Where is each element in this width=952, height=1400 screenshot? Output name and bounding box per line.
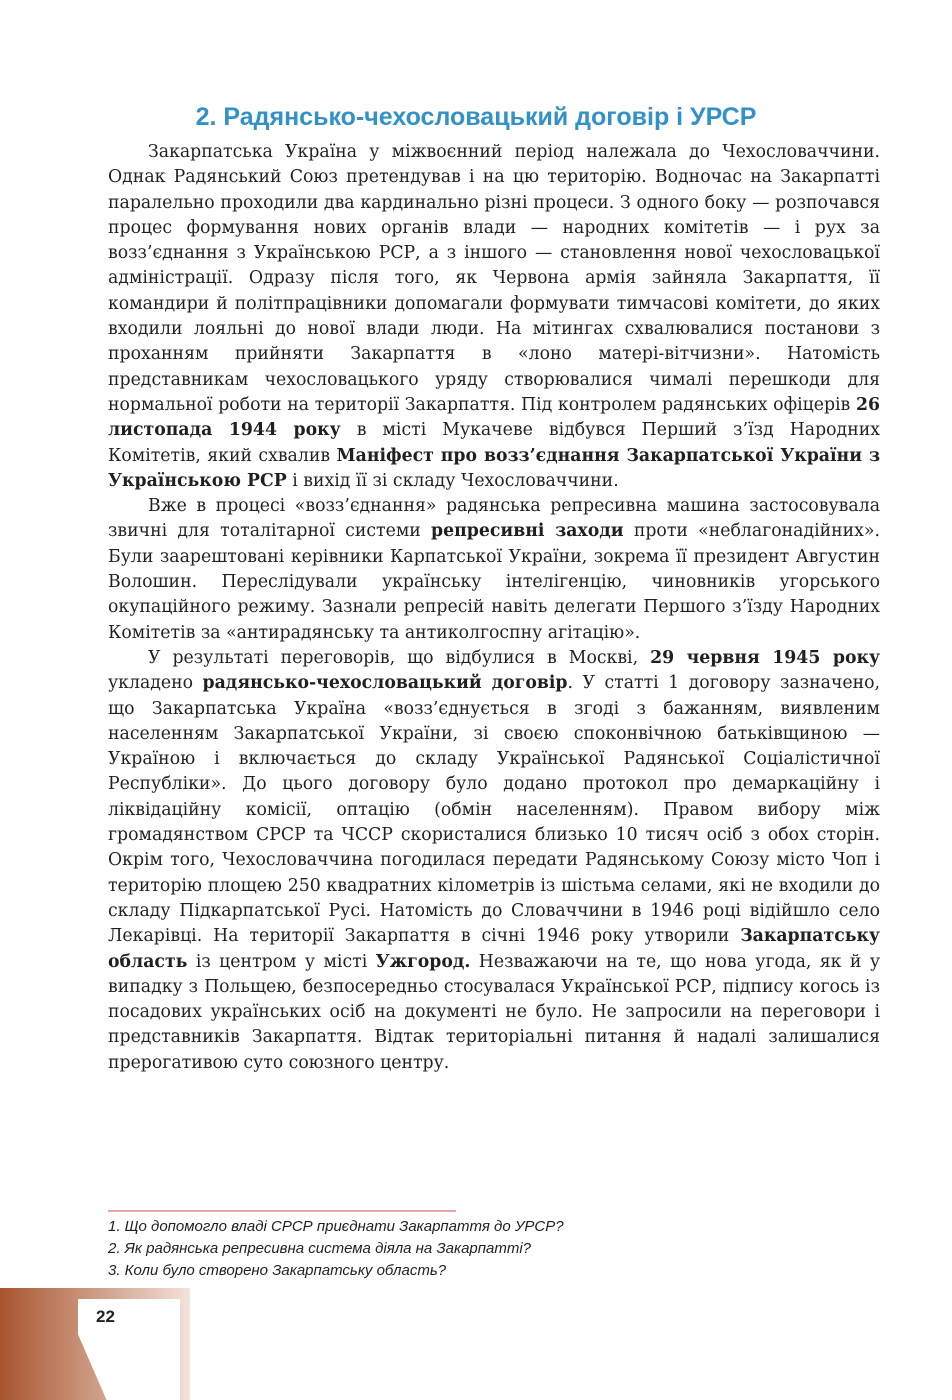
text-run: Незважаючи на те, що нова угода, як й у випадку з Польщею, безпосередньо стосувалася Української РСР, підпису когось із посадових українських осіб на документі не було. Не запросили на переговори і представників Закарпаття. Відтак територіальні питання й надалі залишалися прерогативою суто союзного центру. — [108, 951, 880, 1073]
text-run: проти «неблагонадійних». Були заарештовані керівники Карпатської України, зокрема її президент Августин Волошин. Переслідували українську інтелігенцію, чиновників угорського окупаційного режиму. Зазнали репресій навіть делегати Першого з’їзду Народних Комітетів за «антирадянську та антиколгоспну агітацію». — [108, 521, 880, 643]
bold-term: репресивні заходи — [431, 521, 624, 542]
text-run: і вихід її зі складу Чехословаччини. — [286, 470, 619, 491]
paragraph-1 — [108, 140, 880, 494]
bold-term: радянсько-чехословацький договір — [202, 673, 568, 694]
paragraph-3 — [108, 646, 880, 1076]
page-number: 22 — [96, 1307, 115, 1326]
bold-date: 29 червня 1945 року — [650, 647, 881, 668]
review-questions — [108, 1216, 880, 1282]
question-2: 2. Як радянська репресивна система діяла на Закарпатті? — [108, 1240, 532, 1257]
text-run: в місті Мукачеве відбувся Перший з’їзд Народних Комітетів, який схвалив — [108, 420, 880, 466]
bold-date: 26 листопада 1944 року — [108, 394, 880, 441]
text-run: із центром у місті — [187, 951, 376, 972]
text-run: . У статті 1 договору зазначено, що Закарпатська Україна «возз’єднується в згоді з бажанням, виявленим населенням Закарпатської України, зі своєю споконвічною батьківщиною — Україною і включається до складу Української Радянської Соціалістичної Республіки». До цього договору було додано протокол про демаркаційну і ліквідаційну комісії, оптацію (обмін населенням). Правом вибору між громадянством СРСР та ЧССР скористалися близько 10 тисяч осіб з обох сторін. Окрім того, Чехословаччина погодилася передати Радянському Союзу місто Чоп і територію площею 250 квадратних кілометрів із шістьма селами, які не входили до складу Підкарпатської Русі. Натомість до Словаччини в 1946 році відійшло село Лекарівці. На території Закарпаття в січні 1946 року утворили — [108, 673, 881, 947]
bold-term: Маніфест про возз’єднання Закарпатської України з Українською РСР — [108, 445, 880, 491]
bold-term: Закарпатську область — [108, 926, 880, 972]
body-text — [108, 140, 880, 1076]
text-run: Вже в процесі «возз’єднання» радянська репресивна машина застосовувала звичні для тоталітарної системи — [108, 496, 880, 542]
text-run: укладено — [108, 673, 203, 694]
text-run: Закарпатська Україна у міжвоєнний період належала до Чехословаччини. Однак Радянський Союз претендував і на цю територію. Водночас на Закарпатті паралельно проходили два кардинально різні процеси. З одного боку — розпочався процес формування нових органів влади — народних комітетів — і рух за возз’єднання з Українською РСР, а з іншого — становлення нової чехословацької адміністрації. Одразу після того, як Червона армія зайняла Закарпаття, її командири й політпрацівники допомагали формувати тимчасові комітети, до яких входили лояльні до нової влади люди. На мітингах схвалювалися постанови з проханням прийняти Закарпаття в «лоно матері-вітчизни». Натомість представникам чехословацького уряду створювалися чималі перешкоди для нормальної роботи на території Закарпаття. Під контролем радянських офіцерів — [108, 142, 880, 415]
text-run: У результаті переговорів, що відбулися в Москві, — [148, 647, 651, 668]
questions-divider — [108, 1210, 456, 1212]
section-title: 2. Радянсько-чехословацький договір і УРСР — [195, 103, 757, 131]
question-3: 3. Коли було створено Закарпатську область? — [108, 1262, 447, 1279]
question-1: 1. Що допомогло владі СРСР приєднати Закарпаття до УРСР? — [108, 1218, 564, 1235]
paragraph-2 — [108, 494, 880, 646]
bold-term: Ужгород. — [375, 951, 471, 972]
